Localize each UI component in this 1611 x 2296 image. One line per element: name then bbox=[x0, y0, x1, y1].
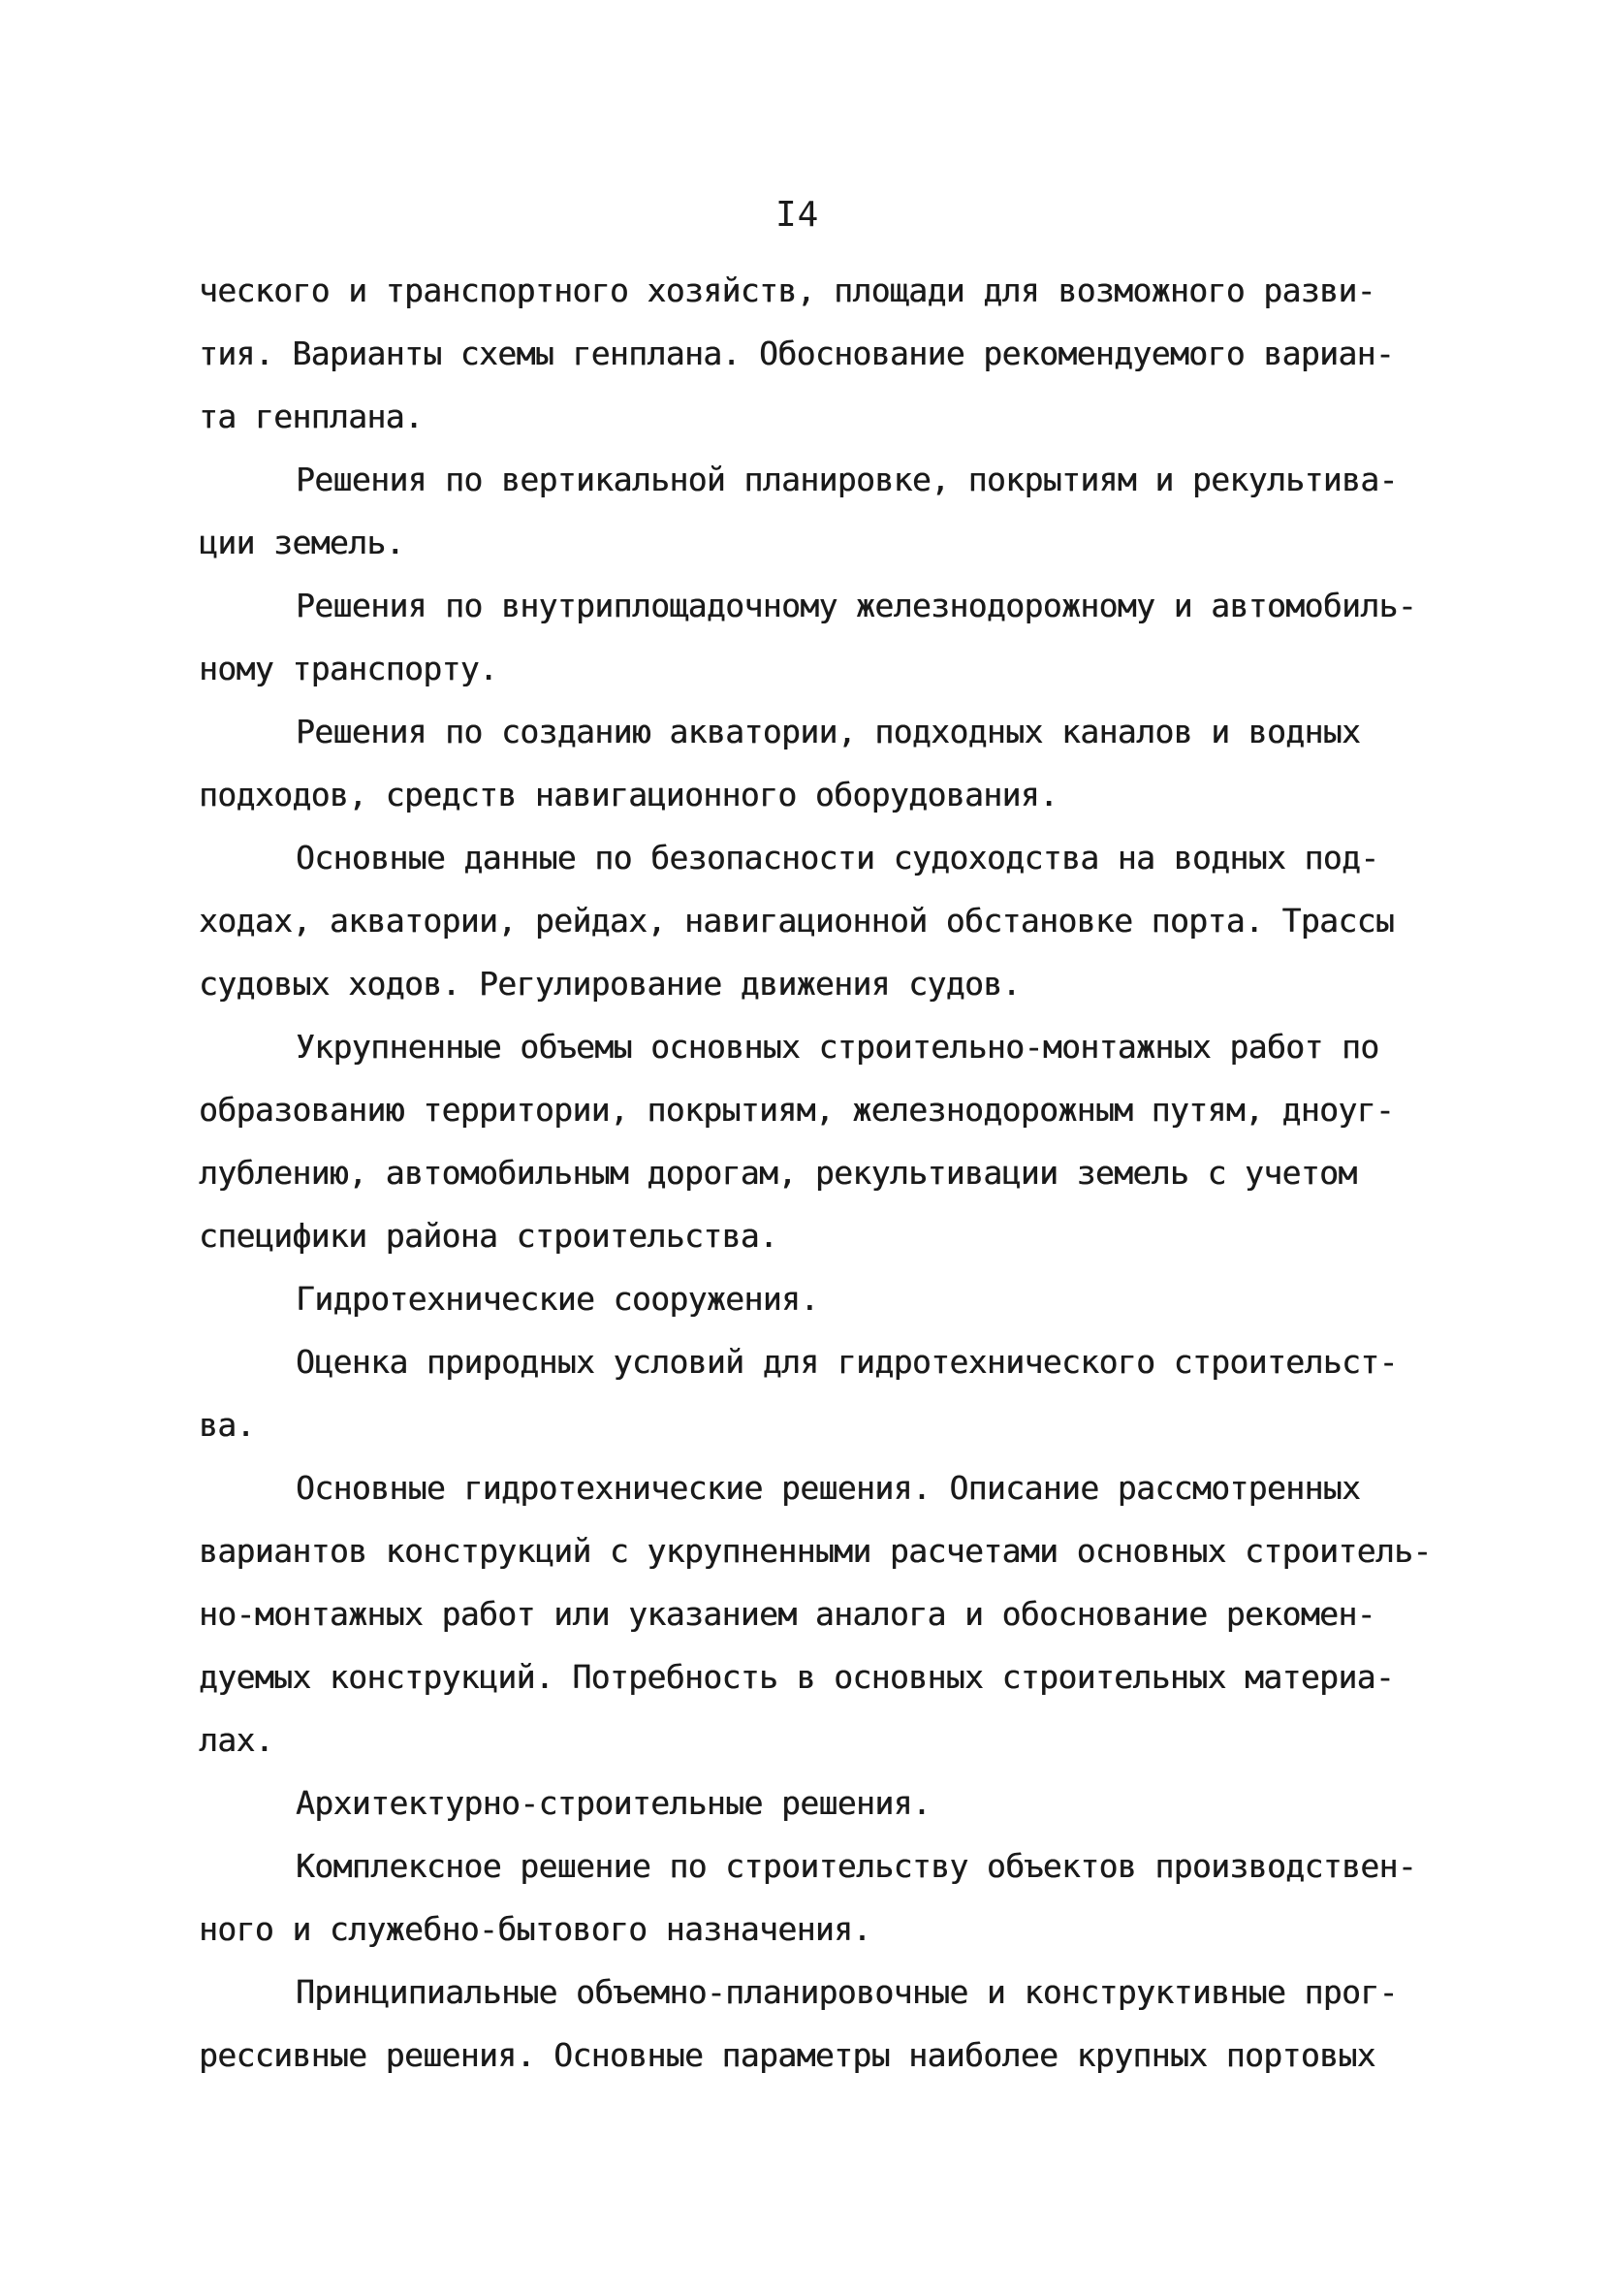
text-line: Решения по созданию акватории, подходных каналов и водных bbox=[296, 713, 1361, 750]
text-line: ного и служебно-бытового назначения. bbox=[199, 1910, 871, 1948]
text-line: ному транспорту. bbox=[199, 650, 498, 687]
text-line: Гидротехнические сооружения. bbox=[296, 1280, 819, 1318]
text-line: ва. bbox=[199, 1406, 255, 1444]
text-line: Комплексное решение по строительству объектов производствен- bbox=[296, 1847, 1417, 1885]
text-line: тия. Варианты схемы генплана. Обоснование рекомендуемого вариан- bbox=[199, 335, 1395, 372]
text-line: лах. bbox=[199, 1721, 274, 1759]
text-line: Решения по вертикальной планировке, покрытиям и рекультива- bbox=[296, 461, 1398, 498]
text-line: но-монтажных работ или указанием аналога и обоснование рекомен- bbox=[199, 1595, 1375, 1633]
text-line: Оценка природных условий для гидротехнического строительст- bbox=[296, 1343, 1398, 1381]
text-line: Архитектурно-строительные решения. bbox=[296, 1784, 932, 1822]
text-line: ческого и транспортного хозяйств, площади для возможного разви- bbox=[199, 271, 1375, 309]
text-line: ции земель. bbox=[199, 524, 404, 561]
text-line: подходов, средств навигационного оборудования. bbox=[199, 776, 1058, 813]
text-line: Решения по внутриплощадочному железнодорожному и автомобиль- bbox=[296, 587, 1417, 624]
text-line: рессивные решения. Основные параметры наиболее крупных портовых bbox=[199, 2036, 1375, 2074]
text-line: та генплана. bbox=[199, 398, 424, 435]
text-line: Укрупненные объемы основных строительно-монтажных работ по bbox=[296, 1028, 1379, 1066]
page-number: I4 bbox=[775, 195, 820, 235]
text-line: вариантов конструкций с укрупненными расчетами основных строитель- bbox=[199, 1532, 1432, 1570]
text-line: Основные данные по безопасности судоходства на водных под- bbox=[296, 839, 1379, 877]
text-line: специфики района строительства. bbox=[199, 1217, 778, 1255]
text-line: лублению, автомобильным дорогам, рекультивации земель с учетом bbox=[199, 1154, 1357, 1192]
text-line: ходах, акватории, рейдах, навигационной обстановке порта. Трассы bbox=[199, 902, 1395, 940]
text-line: Принципиальные объемно-планировочные и конструктивные прог- bbox=[296, 1973, 1398, 2011]
text-line: образованию территории, покрытиям, железнодорожным путям, дноуг- bbox=[199, 1091, 1395, 1129]
text-line: судовых ходов. Регулирование движения судов. bbox=[199, 965, 1021, 1003]
text-line: Основные гидротехнические решения. Описание рассмотренных bbox=[296, 1469, 1361, 1507]
text-line: дуемых конструкций. Потребность в основных строительных материа- bbox=[199, 1658, 1395, 1696]
